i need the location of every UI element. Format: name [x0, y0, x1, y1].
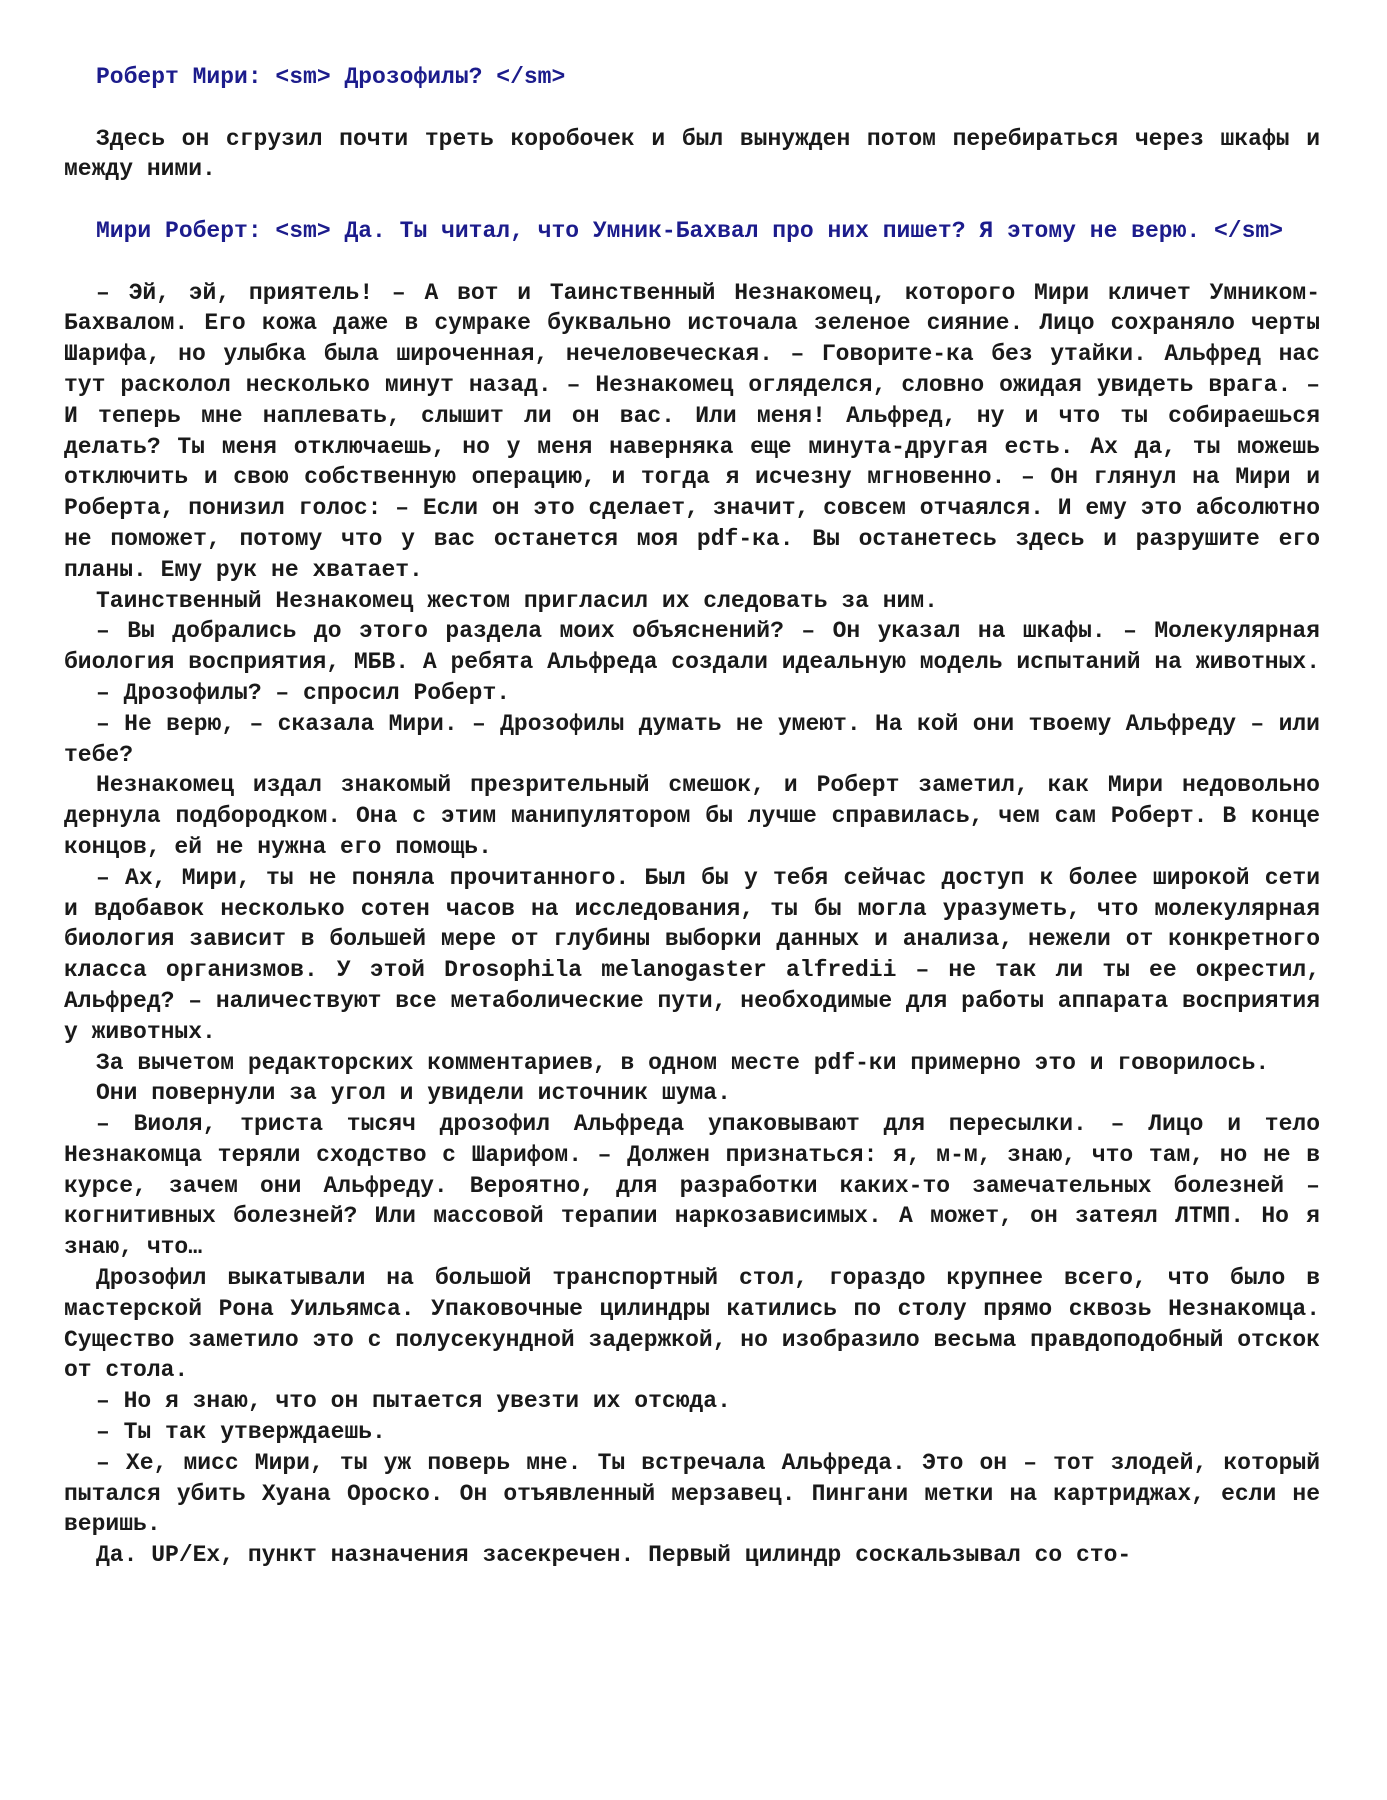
- paragraph: – Вы добрались до этого раздела моих объяснений? – Он указал на шкафы. – Молекулярная биология восприятия, МБВ. А ребята Альфреда создали идеальную модель испытаний на животных.: [64, 618, 1321, 676]
- document-page: [64, 62, 1320, 1571]
- paragraph: – Не верю, – сказала Мири. – Дрозофилы думать не умеют. На кой они твоему Альфреду – или тебе?: [64, 710, 1320, 768]
- paragraph: Незнакомец издал знакомый презрительный смешок, и Роберт заметил, как Мири недовольно дернула подбородком. Она с этим манипулятором бы лучше справилась, чем сам Роберт. В конце концов, ей не нужна его помощь.: [64, 772, 1320, 860]
- paragraph: Они повернули за угол и увидели источник шума.: [96, 1080, 731, 1107]
- chat-message-miri: Мири Роберт: <sm> Да. Ты читал, что Умник-Бахвал про них пишет? Я этому не верю. </sm>: [96, 217, 1283, 244]
- paragraph: – Ах, Мири, ты не поняла прочитанного. Был бы у тебя сейчас доступ к более широкой сети и вдобавок несколько сотен часов на исследования, ты бы могла уразуметь, что молекулярная биология зависит в большей мере от глубины выборки данных и анализа, нежели от конкретного класса организмов. У этой Drosophila melanogaster alfredii – не так ли ты ее окрестил, Альфред? – наличествуют все метаболические пути, необходимые для работы аппарата восприятия у животных.: [64, 864, 1321, 1045]
- paragraph: Да. UP/Ex, пункт назначения засекречен. Первый цилиндр соскальзывал со сто-: [96, 1542, 1132, 1569]
- paragraph: – Но я знаю, что он пытается увезти их отсюда.: [96, 1388, 731, 1415]
- paragraph: – Виоля, триста тысяч дрозофил Альфреда упаковывают для пересылки. – Лицо и тело Незнакомца теряли сходство с Шарифом. – Должен признаться: я, м-м, знаю, что там, но не в курсе, зачем они Альфреду. Вероятно, для разработки каких-то замечательных болезней – когнитивных болезней? Или массовой терапии наркозависимых. А может, он затеял ЛТМП. Но я знаю, что…: [64, 1111, 1320, 1261]
- paragraph: Здесь он сгрузил почти треть коробочек и был вынужден потом перебираться через шкафы и между ними.: [64, 125, 1320, 183]
- paragraph: – Дрозофилы? – спросил Роберт.: [96, 679, 511, 706]
- paragraph: За вычетом редакторских комментариев, в одном месте pdf-ки примерно это и говорилось.: [96, 1049, 1270, 1076]
- chat-message-robert: Роберт Мири: <sm> Дрозофилы? </sm>: [96, 64, 566, 90]
- paragraph: Таинственный Незнакомец жестом пригласил их следовать за ним.: [96, 587, 938, 614]
- paragraph: Дрозофил выкатывали на большой транспортный стол, гораздо крупнее всего, что было в мастерской Рона Уильямса. Упаковочные цилиндры катились по столу прямо сквозь Незнакомца. Существо заметило это с полусекундной задержкой, но изобразило весьма правдоподобный отскок от стола.: [64, 1265, 1321, 1384]
- paragraph: – Ты так утверждаешь.: [96, 1419, 386, 1446]
- paragraph: – Хе, мисс Мири, ты уж поверь мне. Ты встречала Альфреда. Это он – тот злодей, который пытался убить Хуана Ороско. Он отъявленный мерзавец. Пингани метки на картриджах, если не веришь.: [64, 1449, 1320, 1538]
- paragraph: – Эй, эй, приятель! – А вот и Таинственный Незнакомец, которого Мири кличет Умником-Бахвалом. Его кожа даже в сумраке буквально источала зеленое сияние. Лицо сохраняло черты Шарифа, но улыбка была широченная, нечеловеческая. – Говорите-ка без утайки. Альфред нас тут расколол несколько минут назад. – Незнакомец огляделся, словно ожидая увидеть врага. – И теперь мне наплевать, слышит ли он вас. Или меня! Альфред, ну и что ты собираешься делать? Ты меня отключаешь, но у меня наверняка еще минута-другая есть. Ах да, ты можешь отключить и свою собственную операцию, и тогда я исчезну мгновенно. – Он глянул на Мири и Роберта, понизил голос: – Если он это сделает, значит, совсем отчаялся. И ему это абсолютно не поможет, потому что у вас останется моя pdf-ка. Вы останетесь здесь и разрушите его планы. Ему рук не хватает.: [64, 279, 1321, 583]
